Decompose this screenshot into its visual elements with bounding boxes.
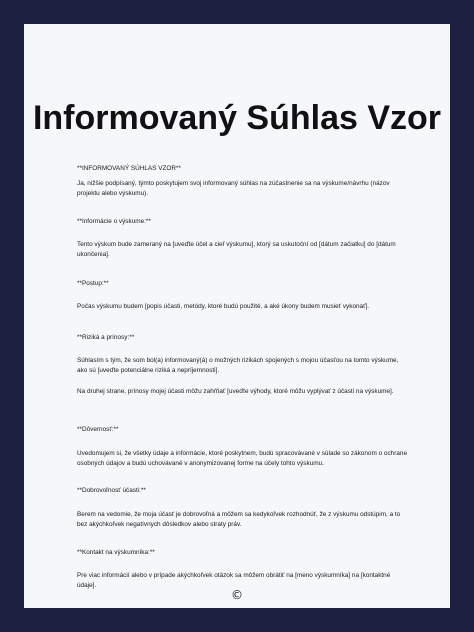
section-heading-confidentiality: **Dôvernosť:**: [77, 426, 119, 433]
document-page: [24, 24, 450, 608]
section-paragraph-research-info: Tento výskum bude zameraný na [uveďte účel a cieľ výskumu], ktorý sa uskutoční od [dátum začiatku] do [dátum ukončenia].: [77, 241, 396, 258]
section-paragraph-benefits: Na druhej strane, prínosy mojej účasti môžu zahŕňať [uveďte výhody, ktoré môžu vyplývať z účasti na výskume].: [77, 388, 394, 395]
document-heading: **INFORMOVANÝ SÚHLAS VZOR**: [77, 165, 181, 172]
section-heading-contact: **Kontakt na výskumníka:**: [77, 549, 155, 556]
section-heading-procedure: **Postup:**: [77, 280, 109, 287]
section-paragraph-confidentiality: Uvedomujem si, že všetky údaje a informácie, ktoré poskytnem, budú spracovávané v súlade so zákonom o ochrane osobných údajov a budú uchovávané v anonymizovanej forme na účely tohto výskumu.: [77, 450, 407, 467]
section-paragraph-risks: Súhlasím s tým, že som bol(a) informovaný(á) o možných rizikách spojených s mojou účasťou na tomto výskume, ako sú [uveďte potenciálne riziká a nepríjemnosti].: [77, 357, 399, 374]
section-paragraph-procedure: Počas výskumu budem [popis účasti, metódy, ktoré budú použité, a aké úkony budem musieť vykonať].: [77, 303, 370, 310]
document-title: Informovaný Súhlas Vzor: [32, 99, 442, 137]
section-heading-voluntary: **Dobrovoľnosť účasti:**: [77, 487, 146, 494]
intro-paragraph: Ja, nižšie podpísaný, týmto poskytujem svoj informovaný súhlas na zúčastnenie sa na výskume/návrhu (názov projektu alebo výskumu).: [77, 180, 390, 197]
copyright-icon: ©: [231, 588, 243, 602]
section-paragraph-contact: Pre viac informácií alebo v prípade akýchkoľvek otázok sa môžem obrátiť na [meno výskumníka] na [kontaktné údaje].: [77, 572, 391, 589]
section-heading-risks-benefits: **Riziká a prínosy:**: [77, 334, 135, 341]
section-heading-research-info: **Informácie o výskume:**: [77, 218, 151, 225]
section-paragraph-voluntary: Berem na vedomie, že moja účasť je dobrovoľná a môžem sa kedykoľvek rozhodnúť, že z výskumu odstúpim, a to bez akýchkoľvek negatívnych dôsledkov alebo straty práv.: [77, 511, 401, 528]
